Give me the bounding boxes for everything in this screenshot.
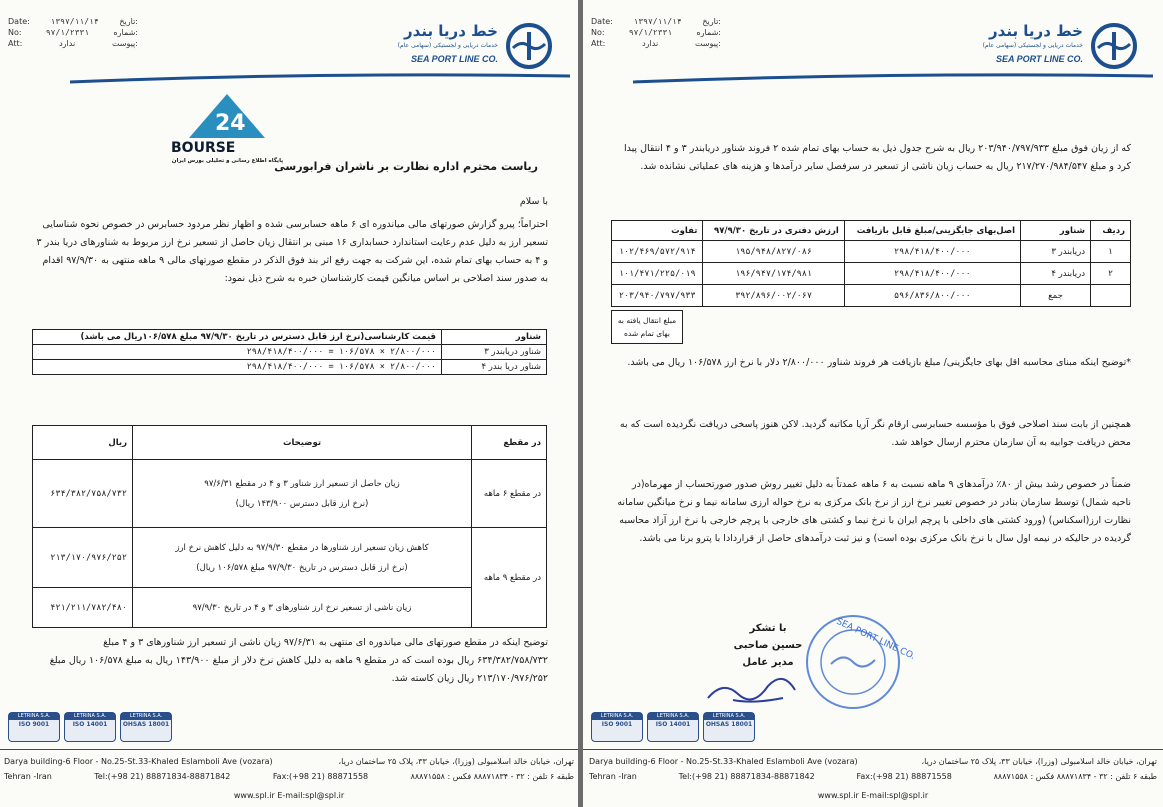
attachment-value: ندارد (59, 39, 76, 48)
header-swoosh (633, 70, 1153, 84)
iso-9001-badge (591, 712, 643, 742)
header-fields (591, 16, 721, 49)
date-label-fa: تاریخ: (119, 17, 138, 26)
row1-description (133, 460, 472, 528)
vessel-valuation-table (611, 220, 1131, 307)
handwritten-signature-icon (703, 660, 803, 708)
footer-city: Tehran -Iran (589, 772, 637, 781)
header-fields (8, 16, 138, 49)
ohsas-18001-badge (120, 712, 172, 742)
transferred-amount-note: مبلغ انتقال یافته به بهای تمام شده (611, 310, 683, 344)
row2-description (133, 528, 472, 588)
logo-en-name: SEA PORT LINE CO. (410, 54, 498, 64)
company-stamp-icon (803, 612, 917, 712)
attachment-label-en: Att: (591, 39, 606, 48)
row2-amount: ۲۱۳/۱۷۰/۹۷۶/۲۵۲ (33, 528, 133, 588)
bourse-text: BOURSE (171, 140, 236, 156)
book-value: ۱۹۵/۹۴۸/۸۲۷/۰۸۶ (703, 241, 844, 263)
closing-paragraph: توضیح اینکه در مقطع صورتهای مالی میاندوره ای منتهی به ۹۷/۶/۳۱ زیان ناشی از تسعیر ارز شناورهای ۳ و ۴ مبلغ ۶۳۴/۳۸۲/۷۵۸/۷۳۲ ریال بوده است که در مقطع ۹ ماهه به دلیل کاهش نرخ دلار از مبلغ ۱۴۳/۹۰۰ ریال به مبلغ ۱۰۶/۵۷۸ ریال مبلغ ۲۱۳/۱۷۰/۹۷۶/۲۵۲ ریال زیان کاسته شد. (49, 637, 548, 684)
cert-issuer: LETRINA S.A. (65, 713, 115, 720)
vessel-name: شناور دریا بندر ۴ (442, 360, 547, 375)
letter-title: ریاست محترم اداره نظارت بر ناشران فرابورسی (274, 160, 538, 173)
salutation: با سلام (519, 196, 548, 207)
iso-14001-badge (64, 712, 116, 742)
total-replacement-cost: ۵۹۶/۸۳۶/۸۰۰/۰۰۰ (844, 285, 1020, 307)
footer-tel: Tel:(+98 21) 88871834-88871842 (94, 772, 231, 781)
signature-title: مدیر عامل (742, 657, 794, 668)
footer-address-fa: تهران، خیابان خالد اسلامبولی (وزرا)، خیابان ۳۳، پلاک ۲۵ ساختمان دریا، (338, 757, 574, 766)
cert-name: OHSAS 18001 (705, 721, 753, 728)
date-label-en: Date: (8, 17, 30, 26)
table-total-row (612, 285, 1131, 307)
attachment-label-fa: پیوست: (694, 39, 721, 48)
logo-fa-name: خط دریا بندر (989, 22, 1083, 40)
cert-name: ISO 9001 (18, 721, 50, 728)
footer-fax: Fax:(+98 21) 88871558 (856, 772, 952, 781)
col-vessel: شناور (1021, 221, 1091, 241)
logo-en-name: SEA PORT LINE CO. (995, 54, 1083, 64)
col-difference: تفاوت (612, 221, 703, 241)
iso-9001-badge (8, 712, 60, 742)
footer-address-en: Darya building-6 Floor - No.25-St.33-Khaled Eslamboli Ave (vozara) (4, 757, 273, 766)
replacement-cost: ۲۹۸/۴۱۸/۴۰۰/۰۰۰ (844, 263, 1020, 285)
cert-issuer: LETRINA S.A. (648, 713, 698, 720)
signature-thanks: با تشکر (749, 623, 787, 634)
cert-name: OHSAS 18001 (122, 721, 170, 728)
right-paragraph-3: ضمناً در خصوص رشد بیش از ۸۰٪ درآمدهای ۹ ماهه نسبت به ۶ ماهه عمدتاً به دلیل تغییر روش صدور صورتحساب از مهرماه(در ناحیه شمال) توسط سازمان بنادر در خصوص تغییر نرخ ارز از نرخ بانک مرکزی به نرخ حواله ارزی سامانه نیما و نرخ میانگین سامانه نظارت ارز(اسکناس) (ورود کشتی های داخلی با پرچم ایران با نرخ نیما و کشتی های خارجی با پرچم خارجی با نرخ ارز آزاد محاسبه گردیده در حالیکه در نیمه اول سال با نرخ بانک مرکزی بوده است) و نیز ثبت درآمدهای حاصل از قراردادا با پترو برنا می باشد. (617, 479, 1131, 544)
seaport-emblem-icon (505, 22, 553, 70)
period-6-month: در مقطع ۶ ماهه (472, 460, 547, 528)
row3-description: زیان ناشی از تسعیر نرخ ارز شناورهای ۳ و ۴ در تاریخ ۹۷/۹/۳۰ (133, 588, 472, 628)
book-value: ۱۹۶/۹۴۷/۱۷۴/۹۸۱ (703, 263, 844, 285)
vessel-name: دریابندر ۴ (1021, 263, 1091, 285)
vessel-price: ۲/۸۰۰/۰۰۰ × ۱۰۶/۵۷۸ = ۲۹۸/۴۱۸/۴۰۰/۰۰۰ (33, 345, 442, 360)
footer-web: www.spl.ir E-mail:spl@spl.ir (817, 791, 929, 800)
footer-divider (0, 749, 578, 750)
col-vessel: شناور (442, 330, 547, 345)
intro-paragraph: احتراماً؛ پیرو گزارش صورتهای مالی میاندوره ای ۶ ماهه حسابرسی شده و اظهار نظر مردود حسابرس در خصوص نحوه شناسایی تسعیر ارز به دلیل عدم رعایت استاندارد حسابداری ۱۶ مبنی بر انتقال زیان حاصل از تسعیر نرخ ارز مربوط به شناورهای دریا بندر ۳ و ۴ به حساب بهای تمام شده، این شرکت به جهت رفع اثر بند فوق الذکر در مقطع صورتهای مالی ۹ ماهه منتهی به ۹۷/۹/۳۰ اقدام به صدور سند اصلاحی بر اساس میانگین قیمت کارشناسان خبره به شرح ذیل نمود: (36, 219, 548, 284)
footer-phone-fa: طبقه ۶ تلفن : ۳۲ - ۸۸۸۷۱۸۳۴ فکس : ۸۸۸۷۱۵۵۸ (993, 772, 1157, 781)
table-row (612, 241, 1131, 263)
vessel-name: شناور دریابندر ۳ (442, 345, 547, 360)
footer-address-fa: تهران، خیابان خالد اسلامبولی (وزرا)، خیابان ۳۳، پلاک ۲۵ ساختمان دریا، (921, 757, 1157, 766)
footer (4, 754, 574, 803)
attachment-value: ندارد (642, 39, 659, 48)
row1-desc-a: زیان حاصل از تسعیر ارز شناور ۳ و ۴ در مقطع ۹۷/۶/۳۱ (204, 478, 400, 489)
company-logo (388, 20, 553, 70)
number-label-en: No: (591, 28, 605, 37)
logo-fa-name: خط دریا بندر (404, 22, 498, 40)
row1-desc-b: (نرخ ارز قابل دسترس ۱۴۳/۹۰۰ ریال) (235, 498, 369, 509)
vessel-name: دریابندر ۳ (1021, 241, 1091, 263)
table-row (612, 263, 1131, 285)
bourse-number: 24 (215, 111, 246, 136)
attachment-label-fa: پیوست: (111, 39, 138, 48)
row-no: ۱ (1091, 241, 1131, 263)
row-no: ۲ (1091, 263, 1131, 285)
col-period: در مقطع (472, 426, 547, 460)
iso-14001-badge (647, 712, 699, 742)
footer-fax: Fax:(+98 21) 88871558 (272, 772, 369, 781)
row1-amount: ۶۳۴/۳۸۲/۷۵۸/۷۳۲ (33, 460, 133, 528)
expert-price-table (32, 329, 547, 375)
footer-phone-fa: طبقه ۶ تلفن : ۳۲ - ۸۸۸۷۱۸۳۴ فکس : ۸۸۸۷۱۵۵۸ (410, 772, 574, 781)
date-label-en: Date: (591, 17, 613, 26)
footer-divider (583, 749, 1163, 750)
exchange-loss-table (32, 425, 547, 628)
logo-subtitle: خدمات دریایی و لجستیکی (سهامی عام) (982, 42, 1083, 49)
bourse-triangle-icon (165, 92, 290, 154)
footer-city: Tehran -Iran (4, 772, 52, 781)
col-amount: ریال (33, 426, 133, 460)
difference: ۱۰۲/۴۶۹/۵۷۲/۹۱۴ (612, 241, 703, 263)
header-swoosh (70, 70, 570, 84)
bourse-logo (165, 92, 290, 172)
footer-web: www.spl.ir E-mail:spl@spl.ir (233, 791, 345, 800)
date-label-fa: تاریخ: (702, 17, 721, 26)
row2-desc-b: (نرخ ارز قابل دسترس در تاریخ ۹۷/۹/۳۰ مبلغ ۱۰۶/۵۷۸ ریال) (196, 562, 408, 573)
footer-address-en: Darya building-6 Floor - No.25-St.33-Khaled Eslamboli Ave (vozara) (589, 757, 858, 766)
row3-amount: ۴۲۱/۲۱۱/۷۸۲/۴۸۰ (33, 588, 133, 628)
date-value: ۱۳۹۷/۱۱/۱۴ (633, 17, 682, 26)
seaport-emblem-icon (1090, 22, 1138, 70)
cert-name: ISO 9001 (601, 721, 633, 728)
row-no (1091, 285, 1131, 307)
total-label: جمع (1021, 285, 1091, 307)
col-row-no: ردیف (1091, 221, 1131, 241)
date-value: ۱۳۹۷/۱۱/۱۴ (50, 17, 99, 26)
number-label-fa: شماره: (113, 28, 138, 37)
number-label-en: No: (8, 28, 22, 37)
document-page-left (0, 0, 578, 807)
right-paragraph-2: همچنین از بابت سند اصلاحی فوق با مؤسسه حسابرسی ارقام نگر آریا مکاتبه گردید. لاکن هنوز پاسخی دریافت نگردیده است که به محض دریافت جوابیه به آن سازمان محترم ارسال خواهد شد. (619, 419, 1131, 448)
document-page-right (583, 0, 1163, 807)
col-expert-price: قیمت کارشناسی(نرخ ارز قابل دسترس در تاریخ ۹۷/۹/۳۰ مبلغ ۱۰۶/۵۷۸ریال می باشد) (33, 330, 442, 345)
cert-issuer: LETRINA S.A. (592, 713, 642, 720)
total-difference: ۲۰۳/۹۴۰/۷۹۷/۹۳۳ (612, 285, 703, 307)
logo-subtitle: خدمات دریایی و لجستیکی (سهامی عام) (397, 42, 498, 49)
ohsas-18001-badge (703, 712, 755, 742)
number-value: ۹۷/۱/۲۳۳۱ (628, 28, 673, 37)
footer (589, 754, 1157, 803)
cert-name: ISO 14001 (72, 721, 108, 728)
vessel-price: ۲/۸۰۰/۰۰۰ × ۱۰۶/۵۷۸ = ۲۹۸/۴۱۸/۴۰۰/۰۰۰ (33, 360, 442, 375)
col-description: توضیحات (133, 426, 472, 460)
bourse-caption: پایگاه اطلاع رسانی و تحلیلی بورس ایران (171, 158, 284, 164)
col-book-value: ارزش دفتری در تاریخ ۹۷/۹/۳۰ (703, 221, 844, 241)
right-paragraph-1: که از زیان فوق مبلغ ۲۰۳/۹۴۰/۷۹۷/۹۳۳ ریال به شرح جدول ذیل به حساب بهای تمام شده ۲ فروند شناور دریابندر ۳ و ۴ انتقال پیدا کرد و مبلغ ۲۱۷/۲۷۰/۹۸۴/۵۴۷ ریال به حساب زیان ناشی از تسعیر در سرفصل سایر درآمدها و هزینه های عملیاتی نشانده شد. (623, 143, 1131, 172)
number-value: ۹۷/۱/۲۳۳۱ (45, 28, 90, 37)
right-note-1: *توضیح اینکه مبنای محاسبه اقل بهای جایگزینی/ مبلغ بازیافت هر فروند شناور ۲/۸۰۰/۰۰۰ دلار با نرخ ارز ۱۰۶/۵۷۸ ریال می باشد. (627, 357, 1131, 368)
stamp-text: SEA PORT LINE CO. (834, 616, 917, 663)
difference: ۱۰۱/۴۷۱/۲۲۵/۰۱۹ (612, 263, 703, 285)
col-replacement-cost: اصل‌بهای جایگزینی/مبلغ قابل بازیافت (844, 221, 1020, 241)
attachment-label-en: Att: (8, 39, 23, 48)
period-9-month: در مقطع ۹ ماهه (472, 528, 547, 628)
cert-name: ISO 14001 (655, 721, 691, 728)
footer-tel: Tel:(+98 21) 88871834-88871842 (678, 772, 815, 781)
cert-issuer: LETRINA S.A. (9, 713, 59, 720)
replacement-cost: ۲۹۸/۴۱۸/۴۰۰/۰۰۰ (844, 241, 1020, 263)
cert-issuer: LETRINA S.A. (121, 713, 171, 720)
total-book-value: ۳۹۲/۸۹۶/۰۰۲/۰۶۷ (703, 285, 844, 307)
company-logo (973, 20, 1138, 70)
cert-issuer: LETRINA S.A. (704, 713, 754, 720)
row2-desc-a: کاهش زیان تسعیر ارز شناورها در مقطع ۹۷/۹/۳۰ به دلیل کاهش نرخ ارز (175, 542, 429, 553)
number-label-fa: شماره: (696, 28, 721, 37)
signature-name: حسین صاحبی (733, 640, 803, 651)
